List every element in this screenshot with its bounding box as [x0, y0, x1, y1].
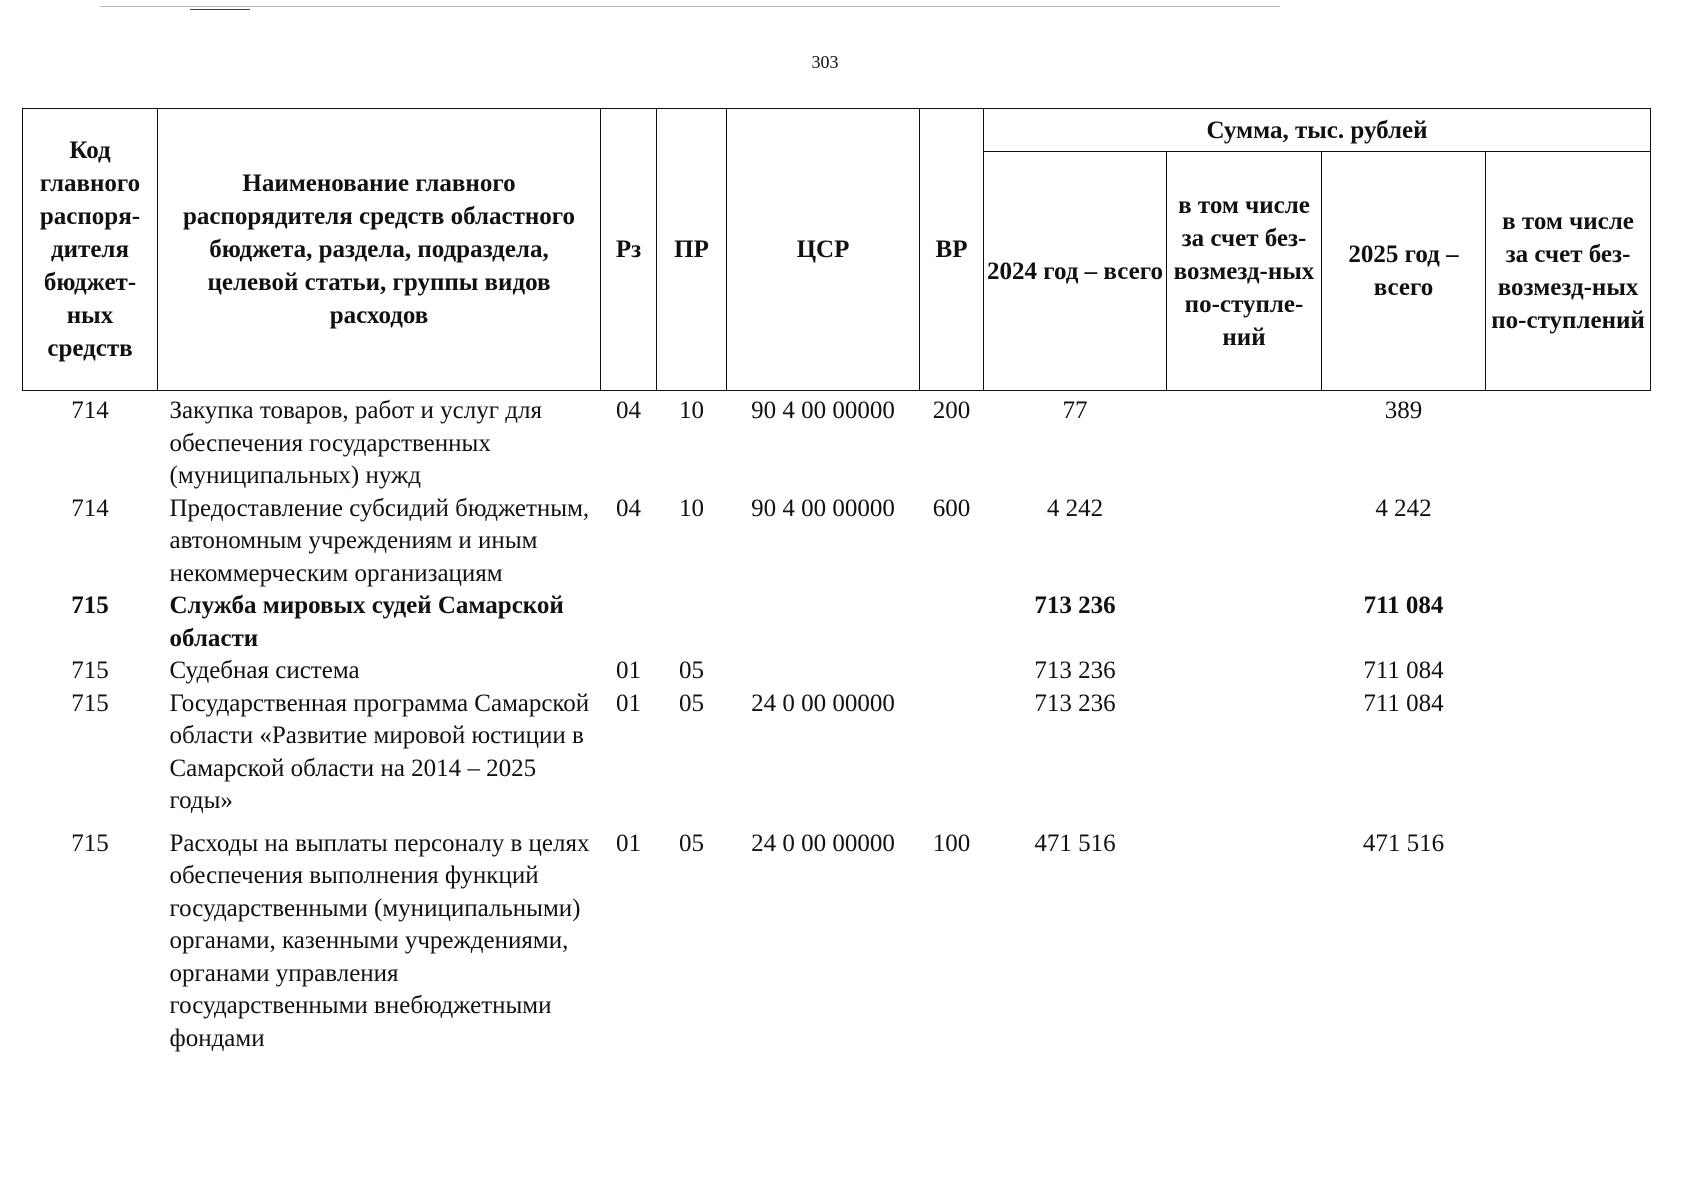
cell-code: 714 [71, 494, 109, 522]
cell-rz: 01 [616, 829, 641, 857]
cell-pr: 05 [679, 689, 704, 717]
header-2024-grants: в том числе за счет без-возмезд-ных по-ступле-ний [1167, 152, 1322, 391]
cell-code: 715 [71, 657, 109, 684]
cell-rz [601, 590, 657, 655]
cell-rz: 04 [616, 494, 641, 522]
cell-pr [657, 590, 727, 655]
cell-name: Расходы на выплаты персоналу в целях обеспечения выполнения функций государственными (муниципальными) органами, казенными учреждениями, органами управления государственными внебюджетными фондами [169, 829, 590, 1052]
cell-name: Закупка товаров, работ и услуг для обеспечения государственных (муниципальных) нужд [169, 397, 542, 489]
cell-2025-grants [1486, 688, 1651, 818]
cell-vr: 200 [932, 397, 971, 424]
cell-2025-grants [1486, 590, 1651, 655]
cell-csr: 24 0 00 00000 [751, 689, 895, 717]
cell-name: Служба мировых судей Самарской области [169, 592, 564, 652]
cell-rz: 01 [616, 689, 641, 717]
cell-2024-grants [1167, 688, 1322, 818]
page-number: 303 [811, 52, 839, 72]
cell-2025-total: 711 084 [1363, 592, 1444, 619]
cell-2025-grants [1486, 391, 1651, 493]
cell-2024-grants [1167, 655, 1322, 688]
cell-2024-total: 77 [1062, 397, 1088, 424]
cell-code: 715 [71, 829, 109, 857]
scan-top-rule-short [190, 9, 250, 10]
cell-2024-total: 4 242 [1046, 494, 1104, 522]
cell-2025-total: 389 [1384, 397, 1423, 424]
table-row [23, 655, 1651, 688]
cell-name: Судебная система [169, 657, 360, 684]
header-2025-grants: в том числе за счет без-возмезд-ных по-ступлений [1486, 152, 1651, 391]
cell-pr: 05 [679, 829, 704, 857]
header-csr: ЦСР [727, 109, 920, 391]
cell-2025-grants [1486, 818, 1651, 1056]
header-2025-total: 2025 год – всего [1322, 152, 1486, 391]
cell-2025-grants [1486, 493, 1651, 591]
budget-table [22, 108, 1651, 1055]
cell-csr [727, 655, 920, 688]
cell-rz: 04 [616, 397, 641, 424]
header-pr: ПР [657, 109, 727, 391]
cell-csr [727, 590, 920, 655]
cell-2024-total: 713 236 [1034, 592, 1116, 619]
cell-csr: 24 0 00 00000 [751, 829, 895, 857]
cell-2024-grants [1167, 818, 1322, 1056]
header-sum: Сумма, тыс. рублей [984, 109, 1651, 152]
cell-2025-total: 4 242 [1375, 494, 1432, 522]
table-row [23, 688, 1651, 818]
cell-2025-total: 711 084 [1363, 657, 1444, 684]
cell-vr: 600 [932, 494, 971, 522]
cell-2025-grants [1486, 655, 1651, 688]
cell-2025-total: 711 084 [1363, 689, 1444, 717]
header-2024-total: 2024 год – всего [984, 152, 1167, 391]
cell-rz: 01 [616, 657, 641, 684]
cell-vr [920, 688, 984, 818]
table-row [23, 493, 1651, 591]
scan-top-rule [100, 6, 1280, 7]
cell-2024-grants [1167, 493, 1322, 591]
cell-code: 715 [71, 592, 109, 619]
header-code: Код главного распоря-дителя бюджет-ных средств [23, 109, 158, 391]
header-rz: Рз [601, 109, 657, 391]
cell-2024-grants [1167, 391, 1322, 493]
cell-csr: 90 4 00 00000 [751, 397, 895, 424]
cell-2024-total: 471 516 [1034, 829, 1116, 857]
cell-pr: 10 [679, 494, 704, 522]
cell-vr [920, 655, 984, 688]
cell-vr: 100 [932, 829, 971, 857]
cell-pr: 05 [679, 657, 704, 684]
cell-name: Государственная программа Самарской области «Развитие мировой юстиции в Самарской области на 2014 – 2025 годы» [169, 689, 590, 814]
header-name: Наименование главного распорядителя средств областного бюджета, раздела, подраздела, целевой статьи, группы видов расходов [158, 109, 601, 391]
cell-csr: 90 4 00 00000 [751, 494, 895, 522]
cell-code: 714 [71, 397, 109, 424]
cell-name: Предоставление субсидий бюджетным, автономным учреждениям и иным некоммерческим организациям [169, 494, 590, 587]
cell-code: 715 [71, 689, 109, 717]
table-row [23, 818, 1651, 1056]
table-row [23, 391, 1651, 493]
header-vr: ВР [920, 109, 984, 391]
cell-2024-total: 713 236 [1034, 689, 1116, 717]
cell-pr: 10 [679, 397, 704, 424]
table-header [23, 109, 1651, 391]
table-row [23, 590, 1651, 655]
cell-vr [920, 590, 984, 655]
table-body [23, 391, 1651, 1056]
cell-2025-total: 471 516 [1362, 829, 1445, 857]
cell-2024-grants [1167, 590, 1322, 655]
cell-2024-total: 713 236 [1034, 657, 1116, 684]
